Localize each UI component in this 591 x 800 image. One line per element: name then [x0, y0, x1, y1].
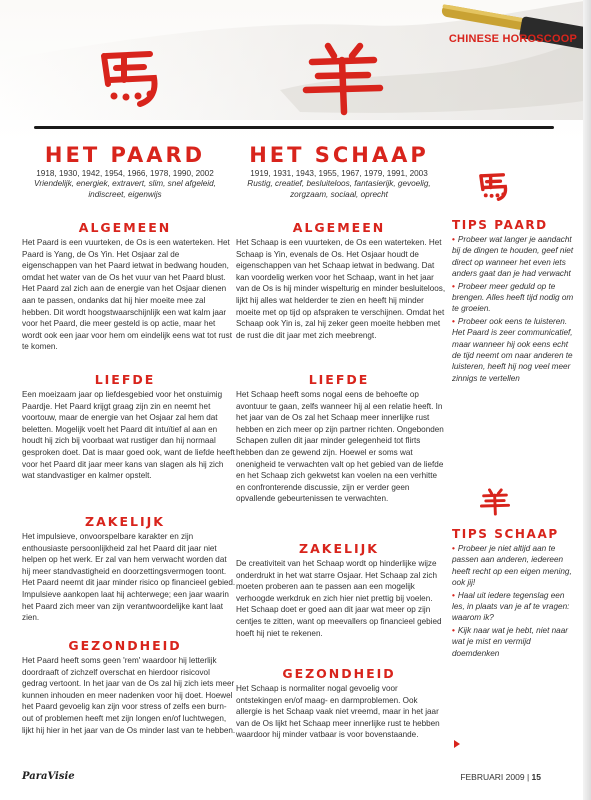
schaap-zakelijk-heading: ZAKELIJK: [299, 541, 379, 556]
paard-zakelijk-heading: ZAKELIJK: [85, 514, 165, 529]
magazine-name: ParaVisie: [22, 771, 75, 782]
paard-title: HET PAARD: [44, 143, 206, 167]
schaap-zakelijk-text: De creativiteit van het Schaap wordt op hinderlijke wijze onderdrukt in het wat starre Osjaar. Het Schaap zal zich moeten proberen aan te passen aan een mogelijk verhoogde werkdruk en zich hier niet prettig bij voelen. Het Schaap doet er goed aan dit jaar wat meer op zijn centjes te zitten, want op meevallers op financieel gebied hoeft hij niet te rekenen.: [236, 559, 442, 638]
list-item: • Probeer wat langer je aandacht bij de dingen te houden, geef niet direct op wanneer het even iets anders gaat dan je had verwacht: [452, 235, 574, 279]
schaap-liefde-heading: LIEFDE: [308, 372, 370, 387]
bullet-icon: •: [452, 590, 455, 600]
schaap-liefde-text: Het Schaap heeft soms nogal eens de behoefte op avontuur te gaan, zelfs wanneer hij al een relatie heeft. In het jaar van de Os zal het Schaap meer innerlijke rust hebben en zich meer op zijn partner richten. Ongebonden Schapen zullen dit jaar minder gelegenheid tot flirts hebben dan ze gewend zijn. Hoewel er soms wat onenigheid te verwachten valt op het gebied van de liefde en het Schaap zich gekwetst kan voelen na een verhitte en confronterende discussie, zijn er verder geen opvallende gebeurtenissen te verwachten.: [236, 390, 444, 504]
list-item: • Probeer je niet altijd aan te passen aan anderen, iedereen heeft recht op een eigen mening, ook jij!: [452, 544, 572, 588]
list-item: • Kijk naar wat je hebt, niet naar wat je mist en vermijd doemdenken: [452, 625, 569, 658]
horse-small-glyph-icon: [476, 172, 516, 204]
footer-page-info: [460, 772, 541, 782]
schaap-algemeen-text: Het Schaap is een vuurteken, de Os een waterteken. Het Schaap is Yin, evenals de Os. Het Osjaar houdt de eigenschappen van het Schaap ietwat in bedwang. Dat kan voordelig werken voor het Schaap, want in het jaar van de Os is hij minder wispelturig en minder besluiteloos, lijkt hij alles wat helderder te zien en heeft hij minder moeite met op tijd op afspraken te verschijnen. Omdat het Schaap ook Yin is, zal hij zeker geen moeite hebben met de rust die dit jaar met zich meebrengt.: [236, 238, 446, 340]
list-item: • Probeer meer geduld op te brengen. Alles heeft tijd nodig om te groeien.: [452, 281, 574, 314]
tips-paard-heading: TIPS PAARD: [452, 218, 548, 232]
bullet-icon: •: [452, 544, 455, 553]
list-item: • Haal uit iedere tegenslag een les, in plaats van je af te vragen: waarom ik?: [452, 590, 570, 623]
issue-date: FEBRUARI 2009: [460, 772, 525, 782]
tips-paard-list: [452, 234, 578, 385]
schaap-title: HET SCHAAP: [249, 143, 429, 167]
schaap-gezondheid-text: Het Schaap is normaliter nogal gevoelig voor ontstekingen en/of maag- en darmproblemen. Ook allergie is het Schaap vaak niet vreemd, maar in het jaar van de Os lijkt het Schaap meer innerlijke rust te hebben waardoor hij minder vatbaar is voor bovenstaande.: [236, 684, 440, 740]
footer-separator: |: [526, 772, 530, 782]
schaap-gezondheid-heading: GEZONDHEID: [282, 666, 396, 681]
bullet-icon: •: [452, 316, 455, 326]
paard-traits: Vriendelijk, energiek, extravert, slim, snel afgeleid, indiscreet, eigenwijs: [34, 179, 216, 199]
bullet-icon: •: [452, 625, 455, 635]
schaap-algemeen-heading: ALGEMEEN: [292, 220, 386, 235]
paard-gezondheid-heading: GEZONDHEID: [68, 638, 182, 653]
schaap-years: 1919, 1931, 1943, 1955, 1967, 1979, 1991, 2003: [250, 169, 428, 178]
paard-years: 1918, 1930, 1942, 1954, 1966, 1978, 1990, 2002: [36, 169, 214, 178]
bullet-icon: •: [452, 235, 455, 244]
paard-gezondheid-text: Het Paard heeft soms geen 'rem' waardoor hij letterlijk doordraaft of zichzelf overschat en hierdoor risicovol gedrag vertoont. In het jaar van de Os zal hij zich iets meer kunnen inhouden en meer nadenken voor hij doet. Hoewel het Paard gevoelig kan zijn voor stress of zelfs een burn-out of problemen heeft met zijn longen en/of luchtwegen, lijkt hij hier in het jaar van de Os minder last van te hebben.: [22, 656, 236, 735]
paard-zakelijk-text: Het impulsieve, onvoorspelbare karakter en zijn enthousiaste persoonlijkheid zal het Paard dit jaar niet helpen op het werk. Er zal van hem verwacht worden dat hij meer standvastigheid en doorzettingsvermogen toont. Het Paard neemt dit jaar minder risico op financieel gebied. Impulsieve aankopen laat hij achterwege; een jaar waarin het Paard zich meer van zijn verantwoordelijke kant laat zien.: [22, 532, 236, 623]
schaap-traits: Rustig, creatief, besluiteloos, fantasierijk, gevoelig, zorgzaam, sociaal, oprecht: [247, 179, 431, 199]
paard-liefde-heading: LIEFDE: [94, 372, 156, 387]
paard-algemeen-heading: ALGEMEEN: [78, 220, 172, 235]
section-label: CHINESE HOROSCOOP: [448, 33, 577, 45]
brush-icon: [412, 0, 591, 60]
sheep-small-glyph-icon: [480, 487, 510, 517]
tips-schaap-heading: TIPS SCHAAP: [452, 527, 559, 541]
sheep-glyph-icon: [302, 42, 384, 116]
page-edge: [583, 0, 591, 800]
paard-algemeen-text: Het Paard is een vuurteken, de Os is een waterteken. Het Paard is Yang, de Os Yin. Het Osjaar zal de eigenschappen van het Paard ietwat in bedwang houden, omdat het water van de Os het vuur van het Paard blust. Het Paard zal zich aan de energie van het Osjaar dienen aan te passen, ondanks dat hij hier moeite mee zal hebben. Dit wordt hoogstwaarschijnlijk een wat kalm jaar voor het Paard, die meer gesteld is op actie, maar het wordt ook een jaar voor hem om eindelijk eens wat tot rust te komen.: [22, 238, 233, 352]
list-item: • Probeer ook eens te luisteren. Het Paard is zeer communicatief, maar wanneer hij ook eens echt de tijd neemt om naar anderen te luisteren, heeft hij nog veel meer zinnigs te vertellen: [452, 316, 573, 383]
bullet-icon: •: [452, 281, 455, 291]
header-divider: [34, 126, 554, 129]
page-number: 15: [531, 772, 541, 782]
horse-glyph-icon: [94, 50, 176, 112]
tips-schaap-list: [452, 543, 578, 660]
arrow-right-icon: [454, 740, 460, 748]
paard-liefde-text: Een moeizaam jaar op liefdesgebied voor het onstuimig Paardje. Het Paard krijgt graag zijn zin en neemt het voortouw, maar de energie van het Osjaar zal hem dat beletten. Mogelijk voelt het Paard dit intuïtief al aan en houdt hij zich bij voorbaat wat rustiger dan hij normaal gesproken doet. Dat is maar goed ook, want de liefde heeft voor het Paard dit jaar meer kans van slagen als hij zich wat standvastiger en kalmer opstelt.: [22, 390, 235, 481]
